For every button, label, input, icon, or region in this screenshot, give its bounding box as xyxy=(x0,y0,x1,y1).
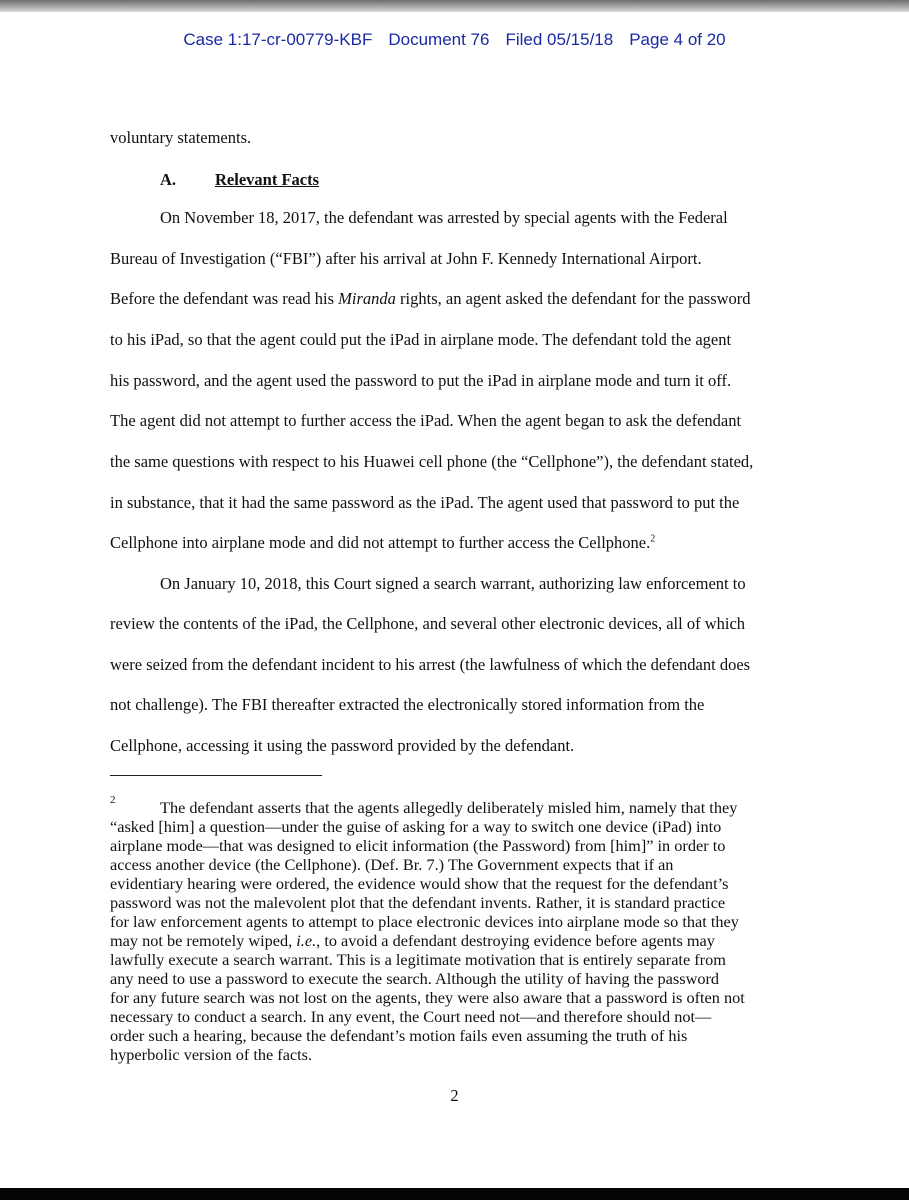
body-line: were seized from the defendant incident to his arrest (the lawfulness of which the defendant does xyxy=(110,655,751,674)
footnote-line: The defendant asserts that the agents allegedly deliberately misled him, namely that they xyxy=(160,798,738,817)
footnote-text-span: may not be remotely wiped, xyxy=(110,931,297,950)
section-title: Relevant Facts xyxy=(215,170,320,189)
footnote-line: “asked [him] a question—under the guise of asking for a way to switch one device (iPad) into xyxy=(110,817,722,836)
body-line: Bureau of Investigation (“FBI”) after his arrival at John F. Kennedy International Airport. xyxy=(110,249,702,268)
body-text-span: Cellphone into airplane mode and did not attempt to further access the Cellphone. xyxy=(110,533,651,552)
footnote-line: hyperbolic version of the facts. xyxy=(110,1045,313,1064)
body-line: On November 18, 2017, the defendant was arrested by special agents with the Federal xyxy=(160,208,728,227)
body-line xyxy=(110,533,655,553)
body-line: Cellphone, accessing it using the password provided by the defendant. xyxy=(110,736,575,755)
top-frame-bar xyxy=(0,0,909,12)
body-line: not challenge). The FBI thereafter extracted the electronically stored information from the xyxy=(110,695,705,714)
case-number: Case 1:17-cr-00779-KBF xyxy=(183,30,373,49)
footnote-line xyxy=(110,932,715,949)
footnote-line: necessary to conduct a search. In any event, the Court need not—and therefore should not— xyxy=(110,1007,712,1026)
body-line: review the contents of the iPad, the Cellphone, and several other electronic devices, all of which xyxy=(110,614,746,633)
body-line xyxy=(110,289,751,309)
footnote-line: lawfully execute a search warrant. This is a legitimate motivation that is entirely separate from xyxy=(110,950,726,969)
body-line: in substance, that it had the same password as the iPad. The agent used that password to put the xyxy=(110,493,740,512)
footnote-number: 2 xyxy=(110,794,116,806)
footnote-line: for law enforcement agents to attempt to place electronic devices into airplane mode so that they xyxy=(110,912,739,931)
body-line: On January 10, 2018, this Court signed a search warrant, authorizing law enforcement to xyxy=(160,574,746,593)
footnote-line: airplane mode—that was designed to elicit information (the Password) from [him]” in order to xyxy=(110,836,726,855)
body-line: to his iPad, so that the agent could put the iPad in airplane mode. The defendant told the agent xyxy=(110,330,732,349)
footnote-line: order such a hearing, because the defendant’s motion fails even assuming the truth of his xyxy=(110,1026,688,1045)
footnote-line: any need to use a password to execute the search. Although the utility of having the password xyxy=(110,969,720,988)
body-text-span: rights, an agent asked the defendant for the password xyxy=(395,289,751,308)
footnote-line: password was not the malevolent plot that the defendant invents. Rather, it is standard practice xyxy=(110,893,726,912)
filed-date: Filed 05/15/18 xyxy=(505,30,614,49)
page-indicator: Page 4 of 20 xyxy=(629,30,726,49)
body-line: his password, and the agent used the password to put the iPad in airplane mode and turn it off. xyxy=(110,371,732,390)
body-line: voluntary statements. xyxy=(110,128,252,147)
page-number: 2 xyxy=(450,1086,459,1105)
body-line: the same questions with respect to his Huawei cell phone (the “Cellphone”), the defendant stated, xyxy=(110,452,754,471)
footnote-separator xyxy=(110,775,322,776)
footnote-reference[interactable]: 2 xyxy=(650,533,656,545)
bottom-frame-bar xyxy=(0,1188,909,1200)
document-number: Document 76 xyxy=(388,30,490,49)
section-label: A. xyxy=(160,170,177,189)
court-filing-header xyxy=(0,30,909,50)
footnote-line: for any future search was not lost on the agents, they were also aware that a password is often not xyxy=(110,988,745,1007)
miranda-italic: Miranda xyxy=(338,289,396,308)
footnote-text-span: , to avoid a defendant destroying evidence before agents may xyxy=(316,931,715,950)
footnote-line: access another device (the Cellphone). (Def. Br. 7.) The Government expects that if an xyxy=(110,855,674,874)
body-text-span: Before the defendant was read his xyxy=(110,289,339,308)
footnote-line: evidentiary hearing were ordered, the evidence would show that the request for the defendant’s xyxy=(110,874,729,893)
body-line: The agent did not attempt to further access the iPad. When the agent began to ask the defendant xyxy=(110,411,742,430)
ie-italic: i.e. xyxy=(296,931,317,950)
